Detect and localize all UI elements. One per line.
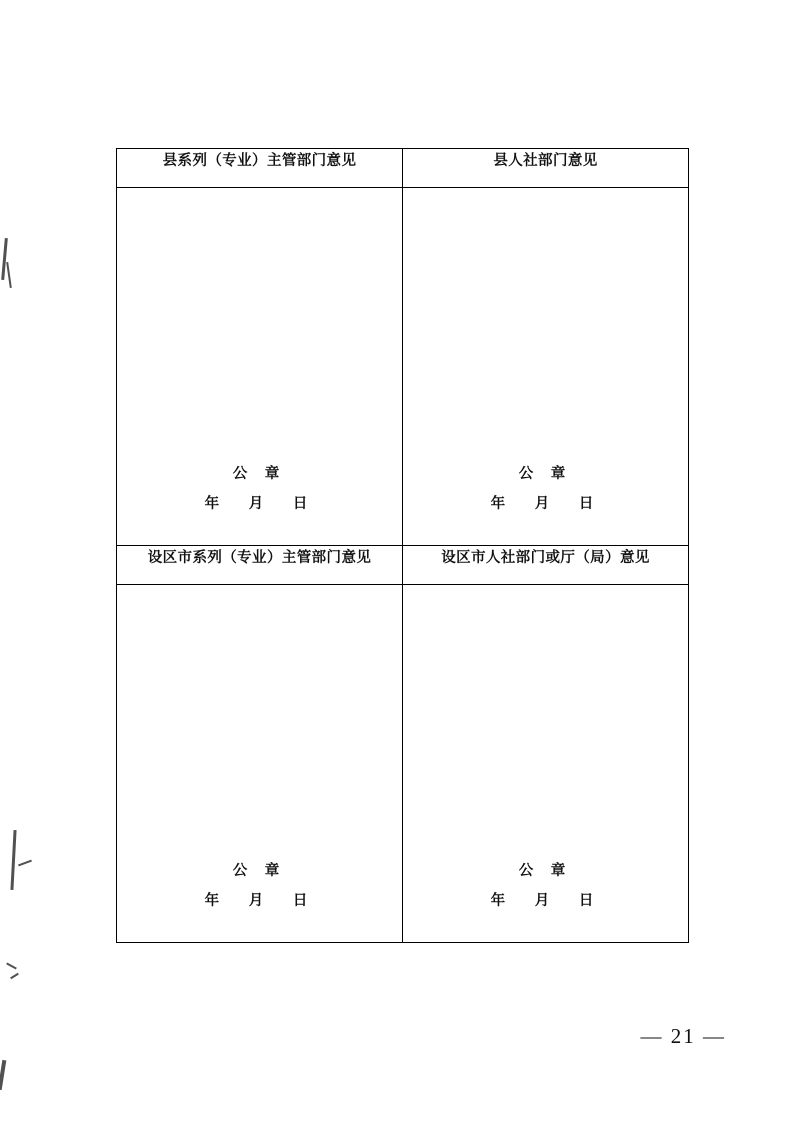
date-day-label: 日 (292, 893, 315, 909)
signature-block (403, 459, 688, 519)
table-row (117, 149, 689, 188)
date-label (117, 886, 402, 916)
date-month-label: 月 (534, 496, 557, 512)
date-month-label: 月 (248, 893, 271, 909)
seal-label: 公 章 (518, 466, 573, 482)
seal-label: 公 章 (232, 863, 287, 879)
section-header-county-hr-department: 县人社部门意见 (403, 149, 689, 188)
date-day-label: 日 (292, 496, 315, 512)
date-month-label: 月 (534, 893, 557, 909)
date-year-label: 年 (490, 893, 513, 909)
opinion-area-city-hr-department[interactable] (403, 585, 689, 943)
scan-smudge (6, 262, 12, 288)
date-label (403, 489, 688, 519)
scan-artifacts (0, 0, 40, 1134)
date-label (117, 489, 402, 519)
date-day-label: 日 (578, 496, 601, 512)
seal-label: 公 章 (232, 466, 287, 482)
scan-smudge (0, 1060, 6, 1090)
seal-label: 公 章 (518, 863, 573, 879)
scan-smudge (1, 238, 8, 280)
scan-smudge (18, 860, 32, 867)
signature-block (117, 856, 402, 916)
approval-opinions-table (116, 148, 689, 943)
scan-smudge (10, 830, 16, 890)
opinion-area-city-professional-department[interactable] (117, 585, 403, 943)
section-header-county-professional-department: 县系列（专业）主管部门意见 (117, 149, 403, 188)
table-row (117, 188, 689, 546)
date-label (403, 886, 688, 916)
opinion-area-county-hr-department[interactable] (403, 188, 689, 546)
section-header-city-professional-department: 设区市系列（专业）主管部门意见 (117, 546, 403, 585)
date-year-label: 年 (490, 496, 513, 512)
date-year-label: 年 (204, 893, 227, 909)
table-row (117, 585, 689, 943)
table-row (117, 546, 689, 585)
scan-smudge (10, 973, 19, 979)
signature-block (117, 459, 402, 519)
section-header-city-hr-department: 设区市人社部门或厅（局）意见 (403, 546, 689, 585)
opinion-area-county-professional-department[interactable] (117, 188, 403, 546)
scan-smudge (6, 963, 17, 970)
signature-block (403, 856, 688, 916)
page-number: — 21 — (640, 1024, 726, 1048)
date-year-label: 年 (204, 496, 227, 512)
date-month-label: 月 (248, 496, 271, 512)
date-day-label: 日 (578, 893, 601, 909)
